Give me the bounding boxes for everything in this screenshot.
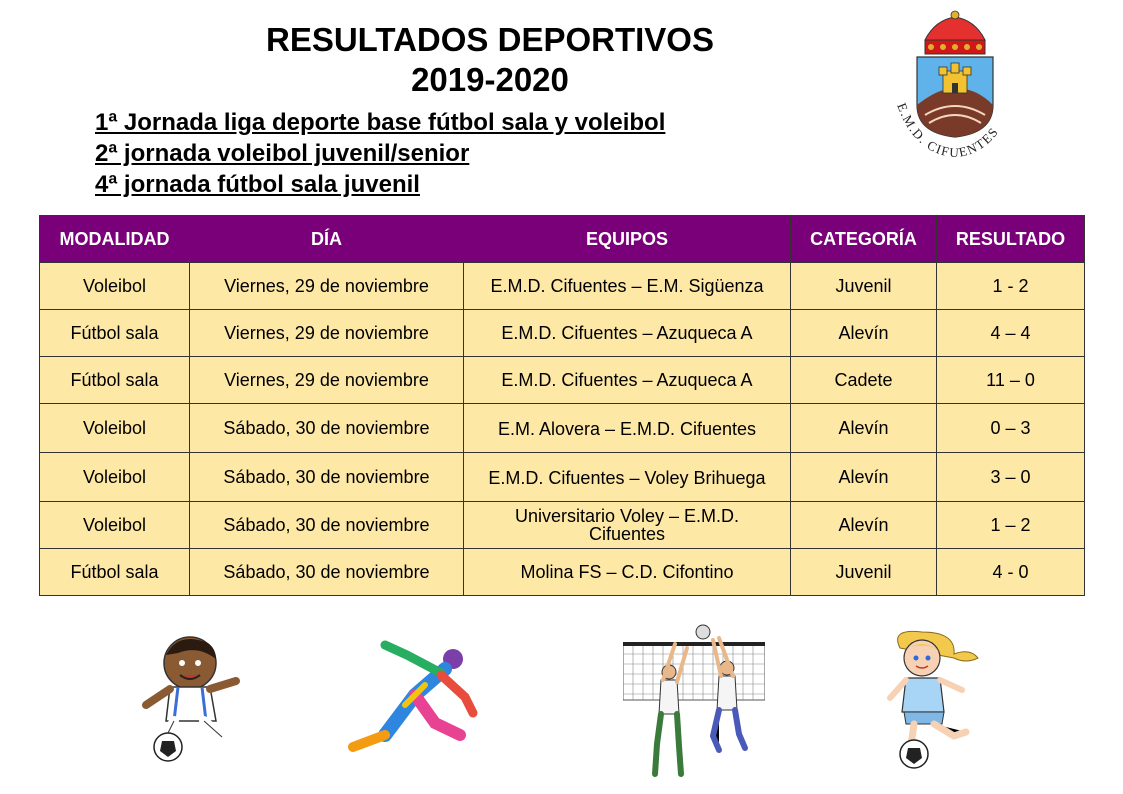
- column-header-resultado: RESULTADO: [937, 216, 1085, 263]
- cell-dia: Viernes, 29 de noviembre: [190, 357, 464, 404]
- cell-resultado: 0 – 3: [937, 404, 1085, 453]
- cell-categoria: Alevín: [791, 404, 937, 453]
- table-row: [40, 263, 1085, 310]
- cell-dia: Sábado, 30 de noviembre: [190, 549, 464, 596]
- cell-resultado: 1 - 2: [937, 263, 1085, 310]
- cell-equipos: E.M.D. Cifuentes – Azuqueca A: [464, 310, 791, 357]
- cell-equipos: Molina FS – C.D. Cifontino: [464, 549, 791, 596]
- cell-modalidad: Voleibol: [40, 502, 190, 549]
- cell-dia: Sábado, 30 de noviembre: [190, 502, 464, 549]
- cell-equipos: E.M.D. Cifuentes – Azuqueca A: [464, 357, 791, 404]
- cell-equipos: E.M.D. Cifuentes – Voley Brihuega: [464, 453, 791, 502]
- subtitles: [95, 107, 665, 200]
- cell-categoria: Alevín: [791, 453, 937, 502]
- crest-logo: [885, 5, 1025, 165]
- cell-categoria: Alevín: [791, 502, 937, 549]
- cell-resultado: 11 – 0: [937, 357, 1085, 404]
- cell-dia: Viernes, 29 de noviembre: [190, 263, 464, 310]
- cell-categoria: Cadete: [791, 357, 937, 404]
- table-row: [40, 357, 1085, 404]
- table-row: [40, 404, 1085, 453]
- cell-dia: Sábado, 30 de noviembre: [190, 453, 464, 502]
- volleyball-players-illustration: [623, 624, 765, 779]
- results-table: [39, 215, 1085, 596]
- subtitle-1: 1ª Jornada liga deporte base fútbol sala y voleibol: [95, 109, 666, 136]
- cell-categoria: Juvenil: [791, 263, 937, 310]
- table-row: [40, 549, 1085, 596]
- cell-dia: Sábado, 30 de noviembre: [190, 404, 464, 453]
- cell-equipos: E.M. Alovera – E.M.D. Cifuentes: [464, 404, 791, 453]
- runner-illustration: [345, 635, 480, 760]
- boy-soccer-player-illustration: [118, 625, 248, 765]
- page-title: [190, 20, 790, 100]
- table-row: [40, 310, 1085, 357]
- cell-modalidad: Voleibol: [40, 263, 190, 310]
- crest-text: E.M.D. CIFUENTES: [894, 100, 1002, 161]
- subtitle-2: 2ª jornada voleibol juvenil/senior: [95, 140, 470, 167]
- cell-modalidad: Fútbol sala: [40, 357, 190, 404]
- table-row: [40, 502, 1085, 549]
- title-line-2: 2019-2020: [411, 61, 569, 98]
- title-line-1: RESULTADOS DEPORTIVOS: [266, 21, 714, 58]
- cell-resultado: 4 - 0: [937, 549, 1085, 596]
- girl-soccer-player-illustration: [870, 628, 980, 776]
- subtitle-3: 4ª jornada fútbol sala juvenil: [95, 171, 420, 198]
- cell-modalidad: Voleibol: [40, 404, 190, 453]
- cell-modalidad: Voleibol: [40, 453, 190, 502]
- cell-dia: Viernes, 29 de noviembre: [190, 310, 464, 357]
- column-header-equipos: EQUIPOS: [464, 216, 791, 263]
- cell-categoria: Juvenil: [791, 549, 937, 596]
- column-header-modalidad: MODALIDAD: [40, 216, 190, 263]
- table-row: [40, 453, 1085, 502]
- cell-equipos: Universitario Voley – E.M.D. Cifuentes: [464, 502, 791, 549]
- column-header-categoria: CATEGORÍA: [791, 216, 937, 263]
- cell-categoria: Alevín: [791, 310, 937, 357]
- table-header-row: [40, 216, 1085, 263]
- cell-equipos: E.M.D. Cifuentes – E.M. Sigüenza: [464, 263, 791, 310]
- column-header-dia: DÍA: [190, 216, 464, 263]
- cell-resultado: 4 – 4: [937, 310, 1085, 357]
- cell-modalidad: Fútbol sala: [40, 310, 190, 357]
- cell-resultado: 1 – 2: [937, 502, 1085, 549]
- cell-modalidad: Fútbol sala: [40, 549, 190, 596]
- cell-resultado: 3 – 0: [937, 453, 1085, 502]
